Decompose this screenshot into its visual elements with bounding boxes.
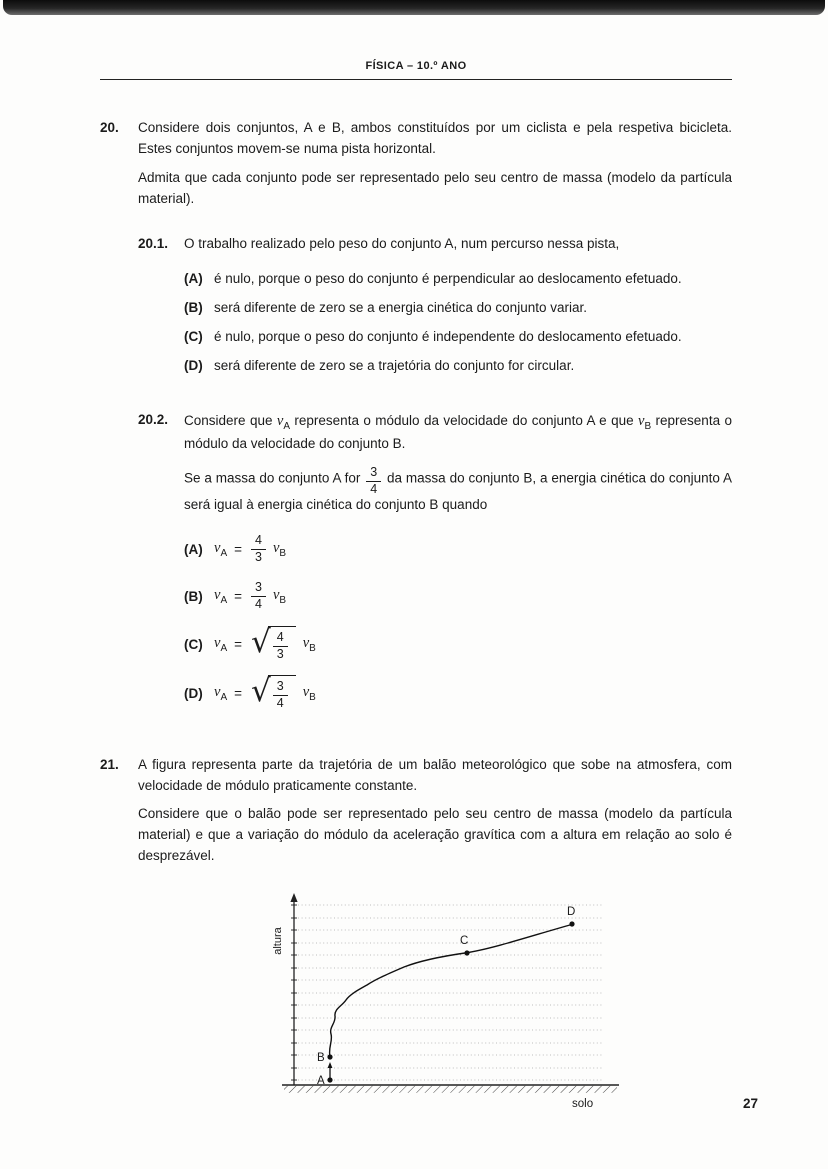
variable-vA: $v_A$ bbox=[276, 412, 290, 432]
stem-text: Se a massa do conjunto A for bbox=[184, 470, 365, 486]
document-header bbox=[100, 60, 732, 72]
fraction bbox=[251, 580, 266, 612]
subscript-a: A bbox=[220, 642, 228, 654]
question-20-2-stem bbox=[184, 410, 732, 455]
options-list bbox=[184, 269, 732, 377]
subscript-b: B bbox=[279, 594, 287, 606]
square-root bbox=[251, 672, 296, 711]
option-label: (D) bbox=[184, 685, 203, 701]
variable-vB: $v_B$ bbox=[302, 634, 316, 654]
subscript-a: A bbox=[220, 691, 228, 703]
equals-sign: = bbox=[234, 541, 242, 557]
question-20-2-paragraph-2 bbox=[184, 463, 732, 516]
variable-vA: $v_A$ bbox=[214, 684, 228, 703]
ground-hatch bbox=[284, 1086, 617, 1093]
subscript-a: A bbox=[220, 594, 228, 606]
stem-text: Considere que bbox=[184, 412, 277, 428]
question-20-paragraph-2: Admita que cada conjunto pode ser representado pelo seu centro de massa (modelo da partícula material). bbox=[138, 169, 732, 206]
denominator: 4 bbox=[366, 481, 381, 498]
question-number: 20.1. bbox=[138, 235, 169, 251]
scan-edge-artifact bbox=[3, 0, 825, 15]
point-label-d: D bbox=[567, 906, 576, 919]
question-number: 20. bbox=[100, 120, 119, 135]
header-title: FÍSICA – 10.º ANO bbox=[365, 60, 467, 72]
numerator: 3 bbox=[370, 464, 378, 479]
gridlines bbox=[298, 905, 604, 1080]
numerator: 3 bbox=[255, 579, 262, 594]
equals-sign: = bbox=[234, 636, 242, 652]
point-label-a: A bbox=[317, 1075, 325, 1088]
variable-vA: $v_A$ bbox=[214, 634, 228, 654]
subscript-a: A bbox=[283, 420, 290, 432]
question-number: 20.2. bbox=[138, 411, 169, 427]
page-number: 27 bbox=[742, 1096, 758, 1111]
header-rule bbox=[100, 79, 732, 80]
option-label: (A) bbox=[184, 541, 203, 557]
numerator: 4 bbox=[255, 532, 262, 547]
denominator: 3 bbox=[251, 549, 266, 566]
fraction bbox=[251, 533, 266, 565]
ground-label: solo bbox=[572, 1098, 594, 1111]
equation bbox=[214, 580, 286, 612]
question-20-2 bbox=[138, 410, 732, 725]
variable-vB: $v_B$ bbox=[638, 412, 652, 432]
point-dot-b bbox=[327, 1055, 332, 1060]
option-text: será diferente de zero se a energia cinética do conjunto variar. bbox=[214, 299, 587, 315]
denominator: 4 bbox=[273, 695, 288, 712]
numerator: 4 bbox=[276, 630, 284, 645]
equals-sign: = bbox=[234, 588, 242, 604]
trajectory-curve bbox=[330, 925, 570, 1057]
variable-vB: $v_B$ bbox=[272, 586, 287, 606]
option-text: é nulo, porque o peso do conjunto é independente do deslocamento efetuado. bbox=[214, 329, 682, 345]
trajectory-figure bbox=[272, 889, 632, 1114]
sqrt-radical-icon: √ bbox=[251, 672, 271, 709]
point-dot-a bbox=[327, 1078, 332, 1083]
variable-vB: $v_B$ bbox=[272, 539, 287, 559]
numerator: 3 bbox=[276, 679, 284, 694]
option-row-a bbox=[184, 269, 732, 289]
option-row-a bbox=[184, 532, 732, 566]
fraction bbox=[366, 465, 381, 497]
y-axis-label: altura bbox=[272, 927, 284, 955]
subscript-a: A bbox=[220, 547, 228, 559]
option-text: é nulo, porque o peso do conjunto é perpendicular ao deslocamento efetuado. bbox=[214, 270, 682, 286]
variable-vA: $v_A$ bbox=[214, 586, 228, 606]
question-20-1 bbox=[138, 234, 732, 386]
option-label: (C) bbox=[184, 636, 203, 652]
option-row-c bbox=[184, 623, 732, 662]
subscript-b: B bbox=[309, 642, 316, 654]
option-label: (A) bbox=[184, 270, 203, 286]
denominator: 4 bbox=[251, 596, 266, 613]
square-root bbox=[251, 623, 296, 662]
option-row-c bbox=[184, 327, 732, 347]
sqrt-radical-icon: √ bbox=[251, 623, 271, 660]
fraction bbox=[273, 630, 288, 662]
stem-text: representa o módulo da velocidade do conjunto A e que bbox=[290, 412, 639, 428]
point-dot-d bbox=[569, 922, 574, 927]
equation bbox=[214, 672, 316, 711]
variable-vB: $v_B$ bbox=[302, 684, 316, 703]
point-dot-c bbox=[464, 951, 469, 956]
option-text: será diferente de zero se a trajetória do conjunto for circular. bbox=[214, 358, 575, 374]
subscript-b: B bbox=[644, 420, 652, 432]
point-label-c: C bbox=[460, 935, 469, 948]
option-label: (C) bbox=[184, 329, 203, 345]
stem-text: representa o módulo da velocidade do conjunto B. bbox=[184, 412, 732, 451]
subscript-b: B bbox=[279, 547, 287, 559]
question-20-1-stem: O trabalho realizado pelo peso do conjunto A, num percurso nessa pista, bbox=[184, 235, 620, 251]
equation bbox=[214, 533, 286, 565]
question-21-paragraph-1: A figura representa parte da trajetória de um balão meteorológico que sobe na atmosfera, com velocidade de módulo praticamente constante. bbox=[138, 756, 732, 793]
math-options-list bbox=[184, 532, 732, 712]
subscript-b: B bbox=[309, 691, 316, 703]
question-21-paragraph-2: Considere que o balão pode ser representado pelo seu centro de massa (modelo da partícula material) e que a variação do módulo da aceleração gravítica com a altura em relação ao solo é desprezável. bbox=[138, 806, 732, 864]
option-label: (B) bbox=[184, 299, 203, 315]
question-20-paragraph-1: Considere dois conjuntos, A e B, ambos constituídos por um ciclista e pela respetiva bicicleta. Estes conjuntos movem-se numa pista horizontal. bbox=[138, 120, 732, 156]
equation bbox=[214, 623, 316, 662]
axis-arrow-icon bbox=[290, 893, 297, 902]
option-label: (D) bbox=[184, 358, 203, 374]
point-label-b: B bbox=[317, 1052, 325, 1065]
option-row-d bbox=[184, 356, 732, 376]
stem-text: da massa do conjunto B, a energia cinética do conjunto A será igual à energia cinética do conjunto B quando bbox=[184, 470, 732, 513]
fraction bbox=[273, 679, 288, 711]
variable-vA: $v_A$ bbox=[214, 539, 228, 559]
option-row-b bbox=[184, 298, 732, 318]
equals-sign: = bbox=[234, 685, 242, 701]
denominator: 3 bbox=[273, 646, 288, 663]
option-row-d bbox=[184, 672, 732, 711]
option-label: (B) bbox=[184, 588, 203, 604]
question-20 bbox=[100, 118, 732, 725]
figure-svg bbox=[272, 889, 632, 1111]
question-number: 21. bbox=[100, 756, 119, 772]
option-row-b bbox=[184, 579, 732, 613]
question-21 bbox=[100, 755, 732, 876]
arrow-up-icon bbox=[328, 1062, 333, 1068]
